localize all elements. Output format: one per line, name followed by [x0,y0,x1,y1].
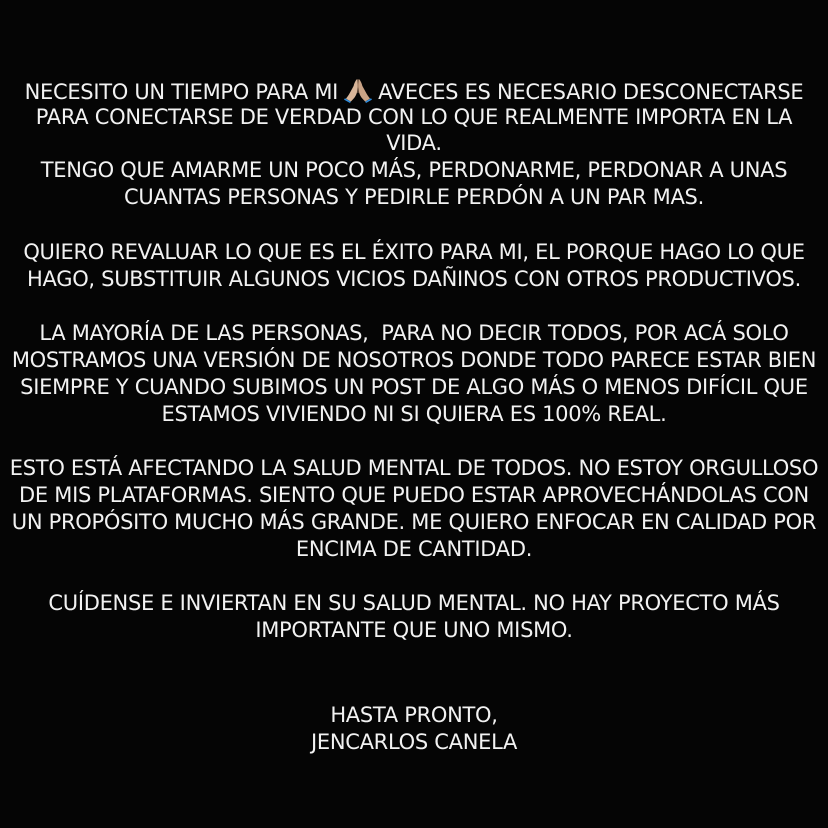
story-text-segment: AVECES ES NECESARIO DESCONECTARSE [378,80,804,104]
story-text-line: TENGO QUE AMARME UN POCO MÁS, PERDONARME, PERDONAR A UNAS [40,158,788,182]
story-text-line: PARA CONECTARSE DE VERDAD CON LO QUE REALMENTE IMPORTA EN LA [35,104,793,129]
story-text-line: VIDA. [386,131,442,155]
story-text-line: UN PROPÓSITO MUCHO MÁS GRANDE. ME QUIERO ENFOCAR EN CALIDAD POR [11,510,817,534]
story-text-line: DE MIS PLATAFORMAS. SIENTO QUE PUEDO ESTAR APROVECHÁNDOLAS CON [19,483,809,507]
story-text-line: ESTO ESTÁ AFECTANDO LA SALUD MENTAL DE TODOS. NO ESTOY ORGULLOSO [9,456,819,480]
folded-hands-icon [342,77,374,103]
story-text-line: QUIERO REVALUAR LO QUE ES EL ÉXITO PARA MI, EL PORQUE HAGO LO QUE [23,240,805,264]
story-text-segment: NECESITO UN TIEMPO PARA MI [24,80,339,104]
story-text-line: ESTAMOS VIVIENDO NI SI QUIERA ES 100% REAL. [161,402,667,426]
story-text-line [0,77,828,106]
story-text-line: ENCIMA DE CANTIDAD. [295,537,533,561]
story-text-line: SIEMPRE Y CUANDO SUBIMOS UN POST DE ALGO MÁS O MENOS DIFÍCIL QUE [20,375,808,399]
story-text-line: CUANTAS PERSONAS Y PEDIRLE PERDÓN A UN PAR MAS. [124,184,704,209]
story-text-line: MOSTRAMOS UNA VERSIÓN DE NOSOTROS DONDE TODO PARECE ESTAR BIEN [11,348,817,372]
story-text-line: HAGO, SUBSTITUIR ALGUNOS VICIOS DAÑINOS CON OTROS PRODUCTIVOS. [27,267,801,291]
story-text-line: CUÍDENSE E INVIERTAN EN SU SALUD MENTAL. NO HAY PROYECTO MÁS [48,591,780,615]
story-text-line: LA MAYORÍA DE LAS PERSONAS, PARA NO DECIR TODOS, POR ACÁ SOLO [39,321,789,345]
signature-name: JENCARLOS CANELA [310,730,518,754]
story-text-line: IMPORTANTE QUE UNO MISMO. [255,618,573,642]
signoff-line: HASTA PRONTO, [330,703,498,727]
